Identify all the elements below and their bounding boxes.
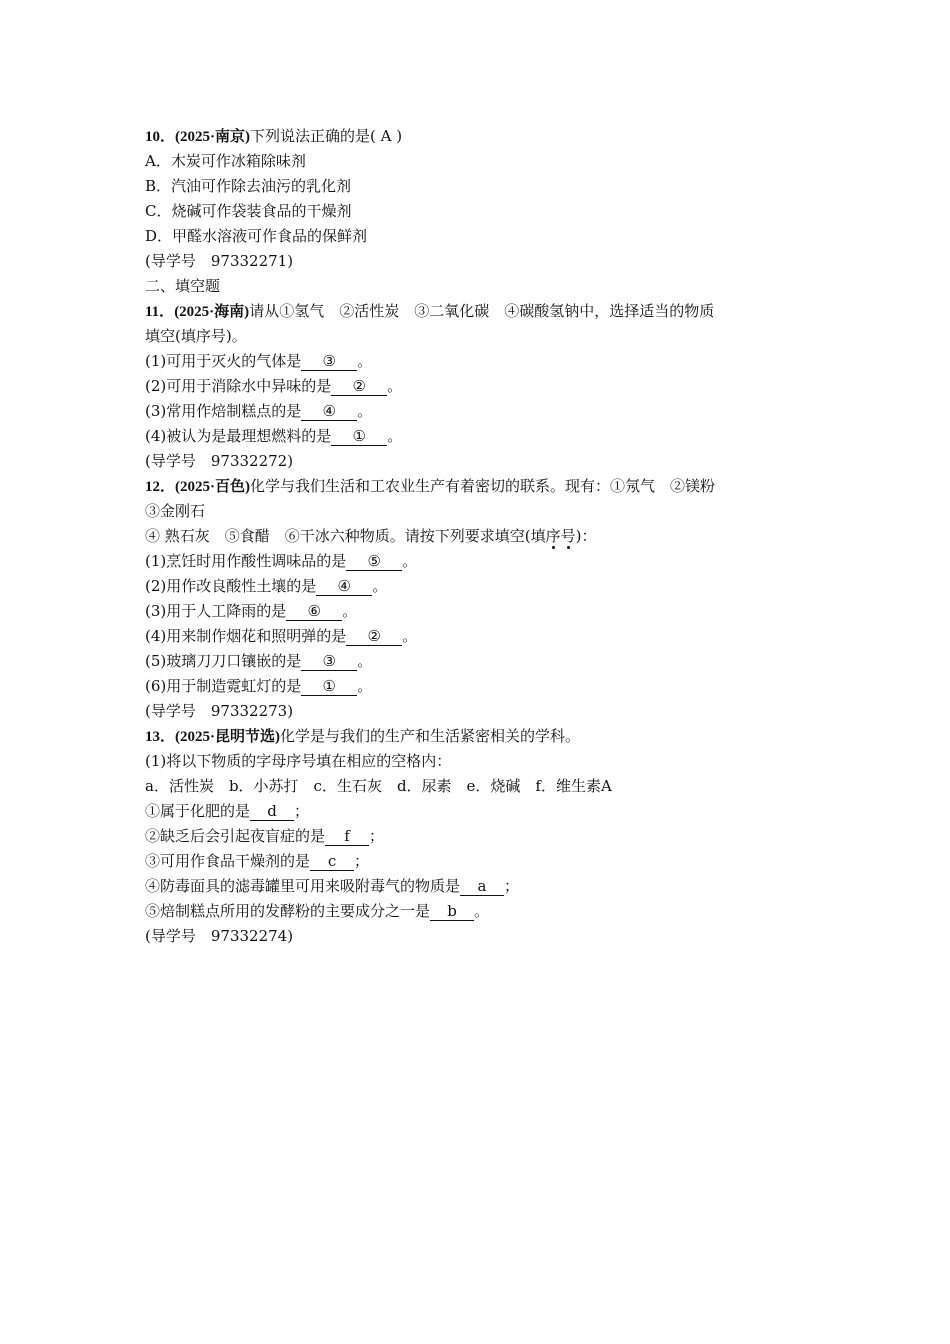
answer-blank: f (325, 828, 369, 846)
section-heading: 二、填空题 (145, 277, 221, 295)
answer-blank: ⑤ (346, 553, 402, 571)
question-text: 请从①氢气 ②活性炭 ③二氧化碳 ④碳酸氢钠中，选择适当的物质 (249, 302, 715, 320)
answer-blank: ① (331, 428, 387, 446)
item-suffix: 。 (402, 552, 418, 570)
q12-item-3 (145, 599, 825, 624)
question-source: (2025·南京) (175, 129, 251, 145)
q12-stem-continued: ③金刚石 (145, 502, 206, 520)
question-number: 11． (145, 304, 175, 320)
q12-item-4 (145, 624, 825, 649)
q11-stem-continued: 填空(填序号)。 (145, 327, 247, 345)
q12-stem (145, 474, 825, 499)
item-text: (4)被认为是最理想燃料的是 (145, 427, 332, 445)
q12-stem-continued-2 (145, 524, 825, 549)
item-text: ③可用作食品干燥剂的是 (145, 852, 311, 870)
q13-item-5 (145, 899, 825, 924)
item-suffix: ； (369, 827, 385, 845)
question-number: 13． (145, 729, 176, 745)
item-text: (4)用来制作烟花和照明弹的是 (145, 627, 347, 645)
q11-guide-number: (导学号 97332272) (145, 452, 294, 470)
item-text: (1)烹饪时用作酸性调味品的是 (145, 552, 347, 570)
worksheet-page (145, 124, 825, 949)
item-suffix: 。 (387, 427, 403, 445)
answer-blank: c (310, 853, 354, 871)
q13-item-2 (145, 824, 825, 849)
item-suffix: 。 (387, 377, 403, 395)
item-text: ④防毒面具的滤毒罐里可用来吸附毒气的物质是 (145, 877, 461, 895)
q11-item-2 (145, 374, 825, 399)
q12-guide-number: (导学号 97332273) (145, 702, 294, 720)
question-text: 化学与我们生活和工农业生产有着密切的联系。现有：①氖气 ②镁粉 (250, 477, 716, 495)
item-text: (3)用于人工降雨的是 (145, 602, 287, 620)
answer-blank: ② (346, 628, 402, 646)
q10-guide-number: (导学号 97332271) (145, 252, 294, 270)
question-text: )： (575, 527, 597, 545)
q10-stem (145, 124, 825, 149)
item-text: (2)可用于消除水中异味的是 (145, 377, 332, 395)
answer-blank: a (460, 878, 504, 896)
q11-stem (145, 299, 825, 324)
answer-blank: d (250, 803, 294, 821)
q13-stem (145, 724, 825, 749)
item-suffix: 。 (357, 652, 373, 670)
q10-option-c: C．烧碱可作袋装食品的干燥剂 (145, 202, 352, 220)
question-text: 化学是与我们的生产和生活紧密相关的学科。 (280, 727, 581, 745)
item-text: ①属于化肥的是 (145, 802, 251, 820)
item-suffix: 。 (357, 402, 373, 420)
question-number: 10． (145, 129, 176, 145)
q12-item-5 (145, 649, 825, 674)
q10-option-d: D．甲醛水溶液可作食品的保鲜剂 (145, 227, 368, 245)
item-suffix: 。 (357, 677, 373, 695)
q13-subquestion-1: (1)将以下物质的字母序号填在相应的空格内： (145, 752, 452, 770)
question-source: (2025·百色) (175, 479, 251, 495)
q12-item-2 (145, 574, 825, 599)
item-text: (6)用于制造霓虹灯的是 (145, 677, 302, 695)
q12-item-6 (145, 674, 825, 699)
q11-item-3 (145, 399, 825, 424)
question-number: 12． (145, 479, 176, 495)
q11-item-1 (145, 349, 825, 374)
item-text: (3)常用作焙制糕点的是 (145, 402, 302, 420)
emphasis-char: 号 (560, 527, 576, 545)
item-suffix: ； (354, 852, 370, 870)
question-text: ④ 熟石灰 ⑤食醋 ⑥干冰六种物质。请按下列要求填空(填 (145, 527, 546, 545)
answer-blank: ② (331, 378, 387, 396)
q13-item-1 (145, 799, 825, 824)
q13-choices: a．活性炭 b．小苏打 c．生石灰 d．尿素 e．烧碱 f．维生素A (145, 777, 612, 795)
answer-blank: ③ (301, 353, 357, 371)
q13-item-3 (145, 849, 825, 874)
item-suffix: 。 (402, 627, 418, 645)
item-text: ②缺乏后会引起夜盲症的是 (145, 827, 326, 845)
question-text: 下列说法正确的是( A ) (250, 127, 403, 145)
answer-blank: b (430, 903, 474, 921)
item-suffix: 。 (342, 602, 358, 620)
item-text: (5)玻璃刀刀口镶嵌的是 (145, 652, 302, 670)
item-text: (1)可用于灭火的气体是 (145, 352, 302, 370)
item-suffix: ； (294, 802, 310, 820)
answer-blank: ⑥ (286, 603, 342, 621)
question-source: (2025·昆明节选) (175, 729, 281, 745)
item-suffix: 。 (474, 902, 490, 920)
emphasis-char: 序 (545, 527, 561, 545)
q13-guide-number: (导学号 97332274) (145, 927, 294, 945)
answer-blank: ④ (316, 578, 372, 596)
item-text: ⑤焙制糕点所用的发酵粉的主要成分之一是 (145, 902, 431, 920)
q11-item-4 (145, 424, 825, 449)
item-suffix: 。 (357, 352, 373, 370)
answer-blank: ① (301, 678, 357, 696)
q10-option-a: A．木炭可作冰箱除味剂 (145, 152, 306, 170)
item-text: (2)用作改良酸性土壤的是 (145, 577, 317, 595)
question-source: (2025·海南) (174, 304, 250, 320)
item-suffix: 。 (372, 577, 388, 595)
q12-item-1 (145, 549, 825, 574)
item-suffix: ； (504, 877, 520, 895)
answer-blank: ③ (301, 653, 357, 671)
q10-option-b: B．汽油可作除去油污的乳化剂 (145, 177, 352, 195)
q13-item-4 (145, 874, 825, 899)
answer-blank: ④ (301, 403, 357, 421)
